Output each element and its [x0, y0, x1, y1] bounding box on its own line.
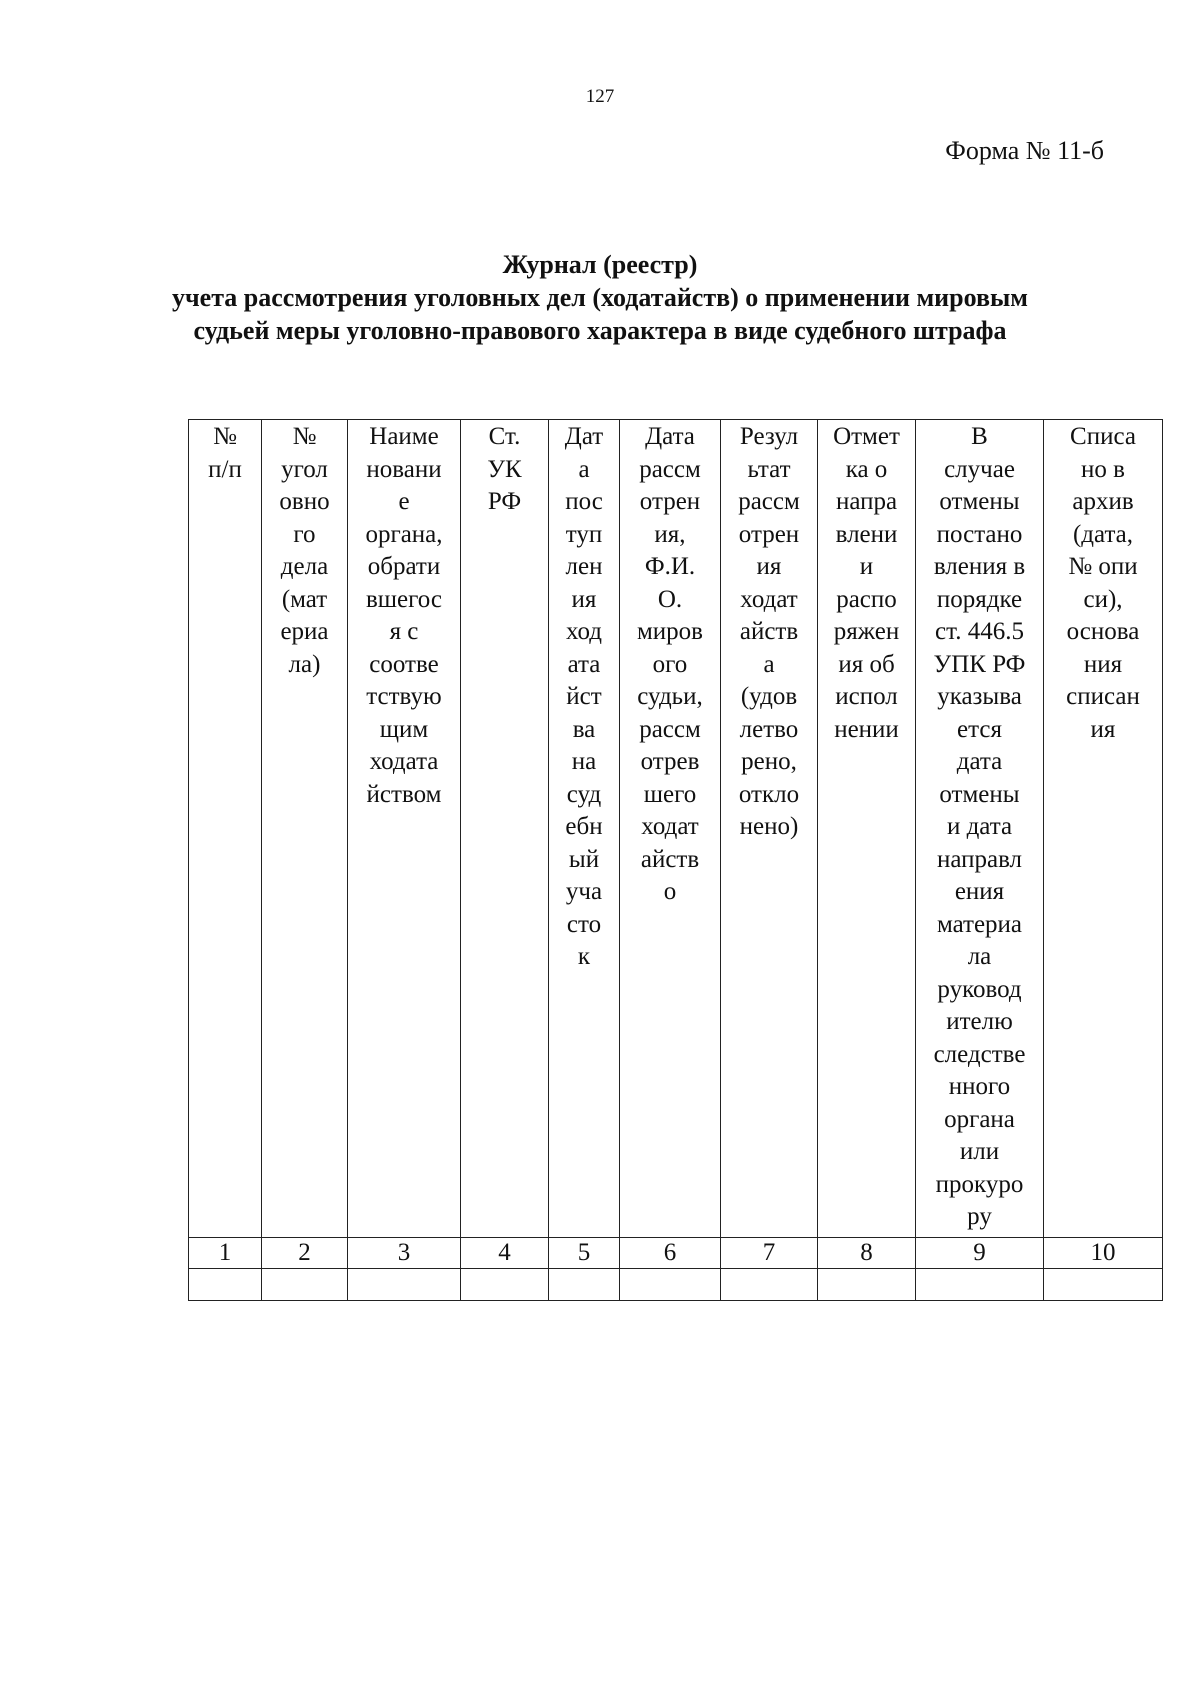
column-number: 10 [1044, 1238, 1163, 1269]
table-header-row [189, 420, 1163, 1238]
header-cell-9: В случае отмены постано вления в порядке ст. 446.5 УПК РФ указыва ется дата отмены и дата направл ения материа ла руковод ителю следстве нного органа или прокуро ру [916, 420, 1044, 1238]
header-cell-5: Дат а пос туп лен ия ход ата йст ва на суд ебн ый уча сто к [549, 420, 620, 1238]
journal-table [188, 419, 1163, 1301]
header-cell-8: Отмет ка о напра влени и распо ряжен ия об испол нении [818, 420, 916, 1238]
form-label: Форма № 11-б [945, 136, 1104, 165]
empty-cell [549, 1269, 620, 1301]
empty-cell [461, 1269, 549, 1301]
title-line-3: судьей меры уголовно-правового характера в виде судебного штрафа [193, 316, 1007, 345]
empty-cell [818, 1269, 916, 1301]
column-number: 9 [916, 1238, 1044, 1269]
column-number: 1 [189, 1238, 262, 1269]
title-line-2: учета рассмотрения уголовных дел (ходатайств) о применении мировым [172, 283, 1028, 312]
header-cell-4: Ст. УК РФ [461, 420, 549, 1238]
header-cell-7: Резул ьтат рассм отрен ия ходат айств а (удов летво рено, откло нено) [721, 420, 818, 1238]
document-title [60, 248, 1140, 347]
title-line-1: Журнал (реестр) [502, 250, 698, 279]
column-number: 2 [262, 1238, 348, 1269]
column-number: 4 [461, 1238, 549, 1269]
page-number: 127 [585, 86, 615, 107]
column-number-row [189, 1238, 1163, 1269]
column-number: 3 [348, 1238, 461, 1269]
column-number: 7 [721, 1238, 818, 1269]
empty-cell [348, 1269, 461, 1301]
empty-cell [1044, 1269, 1163, 1301]
table-row [189, 1269, 1163, 1301]
column-number: 8 [818, 1238, 916, 1269]
empty-cell [262, 1269, 348, 1301]
header-cell-1: № п/п [189, 420, 262, 1238]
column-number: 6 [620, 1238, 721, 1269]
empty-cell [620, 1269, 721, 1301]
empty-cell [721, 1269, 818, 1301]
column-number: 5 [549, 1238, 620, 1269]
header-cell-3: Наиме новани е органа, обрати вшегос я с соотве тствую щим ходата йством [348, 420, 461, 1238]
empty-cell [916, 1269, 1044, 1301]
header-cell-6: Дата рассм отрен ия, Ф.И. О. миров ого судьи, рассм отрев шего ходат айств о [620, 420, 721, 1238]
empty-cell [189, 1269, 262, 1301]
header-cell-2: № угол овно го дела (мат ериа ла) [262, 420, 348, 1238]
header-cell-10: Списа но в архив (дата, № опи си), основа ния списан ия [1044, 420, 1163, 1238]
